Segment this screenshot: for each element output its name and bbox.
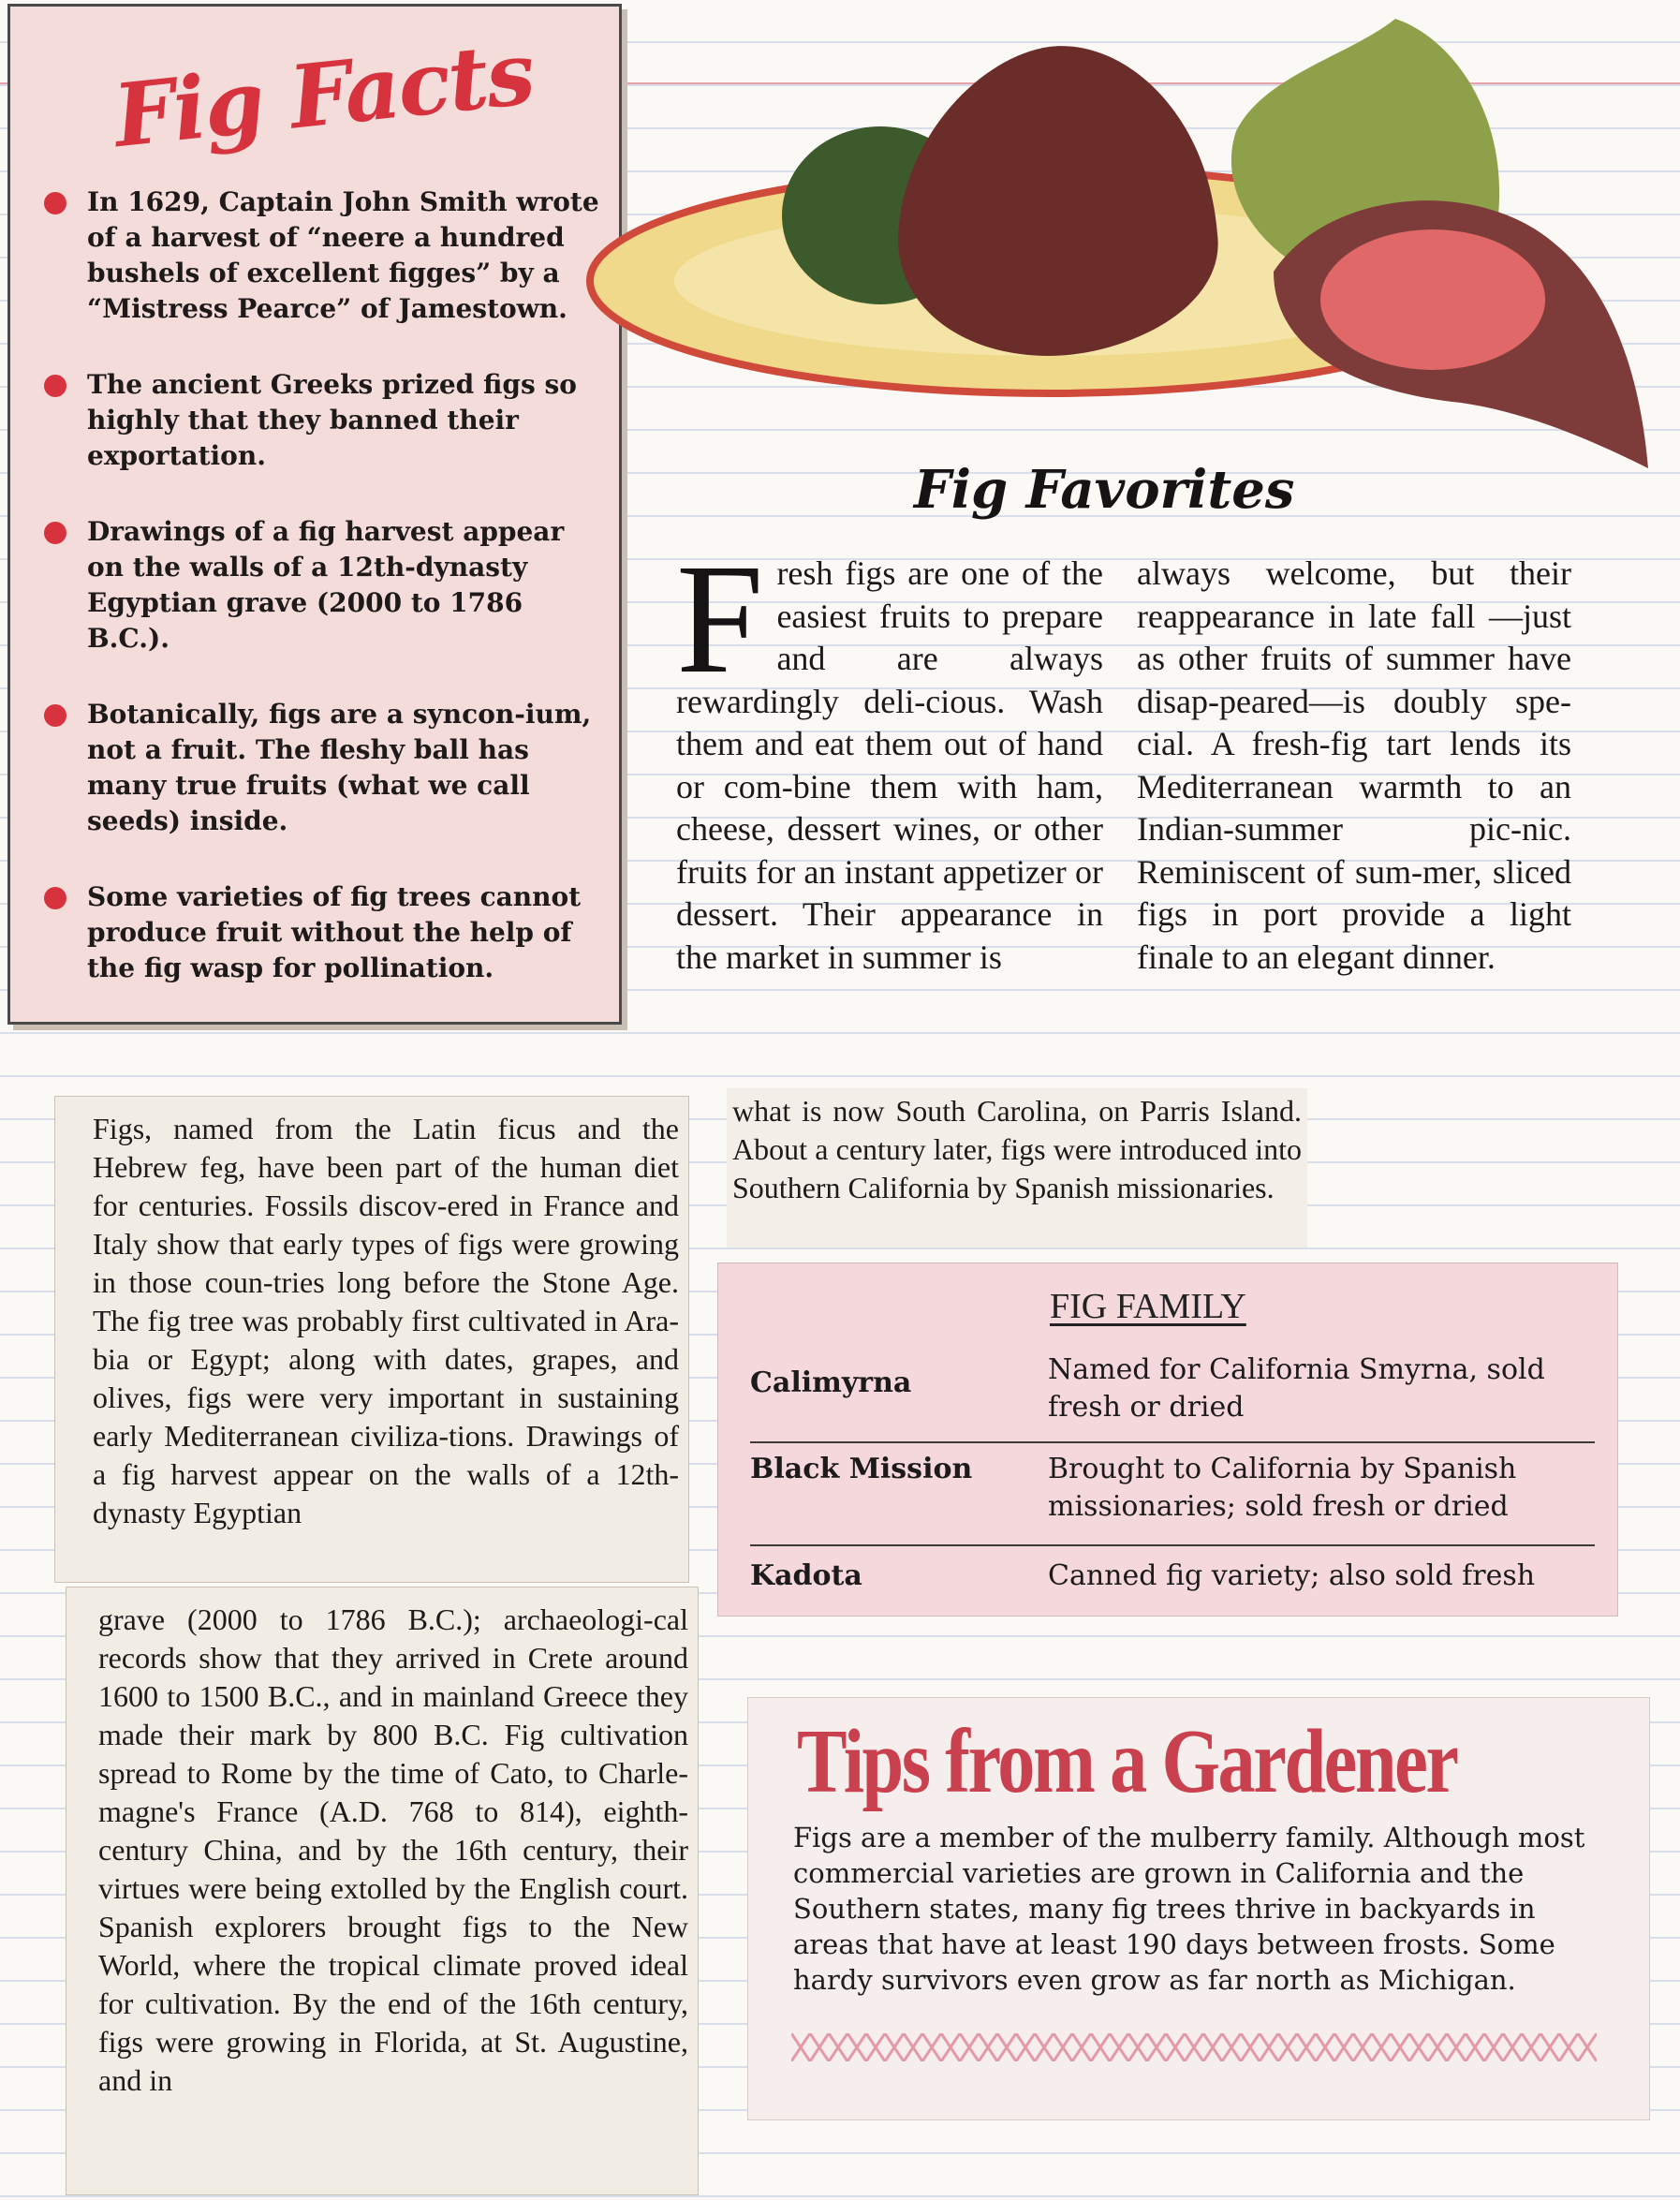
fig-family-title: FIG FAMILY xyxy=(1050,1287,1246,1326)
fig-facts-title: Fig Facts xyxy=(109,22,538,168)
fig-favorites-column-1: Fresh figs are one of the easiest fruits to prepare and are always rewardingly deli-cious. Wash them and eat them out of hand or com-bine them with ham, cheese, dessert wines, or other fruits for an instant appetizer or dessert. Their appearance in the market in summer is xyxy=(676,532,1103,976)
fig-variety-description: Brought to California by Spanish missionaries; sold fresh or dried xyxy=(1048,1453,1517,1523)
bullet-icon xyxy=(44,522,66,544)
bullet-icon xyxy=(44,375,66,397)
fig-fact-item: The ancient Greeks prized figs so highly that they banned their exportation. xyxy=(44,367,606,474)
row-divider xyxy=(750,1544,1595,1546)
fig-favorites-column-2: always welcome, but their reappearance in late fall —just as other fruits of summer have disap-peared—is doubly spe-cial. A fresh-fig tart lends its Mediterranean warmth to an Indian-summer pic-nic. Reminiscent of sum-mer, sliced figs in port provide a light finale to an elegant dinner. xyxy=(1137,554,1571,976)
fig-favorites-article xyxy=(661,412,1620,1068)
history-text-1: Figs, named from the Latin ficus and the Hebrew feg, have been part of the human diet for centuries. Fossils discov-ered in France and Italy show that early types of figs were growing in those coun-tries long before the Stone Age. The fig tree was probably first cultivated in Ara-bia or Egypt; along with dates, grapes, and olives, figs were very important in sustaining early Mediterranean civiliza-tions. Drawings of a fig harvest appear on the walls of a 12th-dynasty Egyptian xyxy=(93,1112,679,1529)
cut-fig-flesh xyxy=(1320,229,1545,370)
history-clipping-2 xyxy=(66,1587,699,2195)
fig-fact-item: Some varieties of fig trees cannot produce fruit without the help of the fig wasp for pollination. xyxy=(44,879,606,986)
bullet-icon xyxy=(44,192,66,214)
fig-family-table xyxy=(717,1262,1618,1617)
fig-fact-item: Drawings of a fig harvest appear on the walls of a 12th-dynasty Egyptian grave (2000 to 1786 B.C.). xyxy=(44,514,606,657)
tips-title: Tips from a Gardener xyxy=(797,1711,1457,1812)
purple-fig xyxy=(898,46,1218,356)
tips-from-gardener-box xyxy=(747,1697,1650,2120)
fig-favorites-heading: Fig Favorites xyxy=(914,459,1295,521)
row-divider xyxy=(750,1441,1595,1443)
bullet-icon xyxy=(44,887,66,909)
fig-fact-item: In 1629, Captain John Smith wrote of a harvest of “neere a hundred bushels of excellent figges” by a “Mistress Pearce” of Jamestown. xyxy=(44,185,606,327)
fig-variety-name: Kadota xyxy=(750,1559,862,1592)
fig-variety-name: Calimyrna xyxy=(750,1366,912,1399)
fig-facts-list xyxy=(44,185,606,1026)
fig-variety-description: Canned fig variety; also sold fresh xyxy=(1048,1559,1536,1592)
table-row xyxy=(750,1451,1597,1535)
history-text-2: grave (2000 to 1786 B.C.); archaeologi-cal records show that they arrived in Crete around 1600 to 1500 B.C., and in mainland Greece they made their mark by 800 B.C. Fig cultivation spread to Rome by the time of Cato, to Charle-magne's France (A.D. 768 to 814), eighth-century China, and by the 16th century, their virtues were being extolled by the English court. Spanish explorers brought figs to the New World, where the tropical climate proved ideal for cultivation. By the end of the 16th century, figs were growing in Florida, at St. Augustine, and in xyxy=(98,1602,688,2097)
decorative-border xyxy=(791,2033,1597,2061)
fig-variety-description: Named for California Smyrna, sold fresh or dried xyxy=(1048,1353,1545,1424)
fig-fact-item: Botanically, figs are a syncon-ium, not a fruit. The fleshy ball has many true fruits (what we call seeds) inside. xyxy=(44,697,606,839)
tips-body: Figs are a member of the mulberry family. Although most commercial varieties are grown in California and the Southern states, many fig trees thrive in backyards in areas that have at least 190 days between frosts. Some hardy survivors even grow as far north as Michigan. xyxy=(793,1822,1585,1996)
history-clipping-3 xyxy=(727,1088,1307,1248)
drop-cap: F xyxy=(676,532,764,706)
table-row xyxy=(750,1351,1597,1436)
fig-variety-name: Black Mission xyxy=(750,1453,973,1485)
table-row xyxy=(750,1558,1597,1604)
bullet-icon xyxy=(44,704,66,727)
history-text-3: what is now South Carolina, on Parris Island. About a century later, figs were introduced into Southern California by Spanish missionaries. xyxy=(732,1094,1302,1204)
history-clipping-1 xyxy=(54,1096,689,1583)
fig-facts-box xyxy=(7,4,622,1025)
